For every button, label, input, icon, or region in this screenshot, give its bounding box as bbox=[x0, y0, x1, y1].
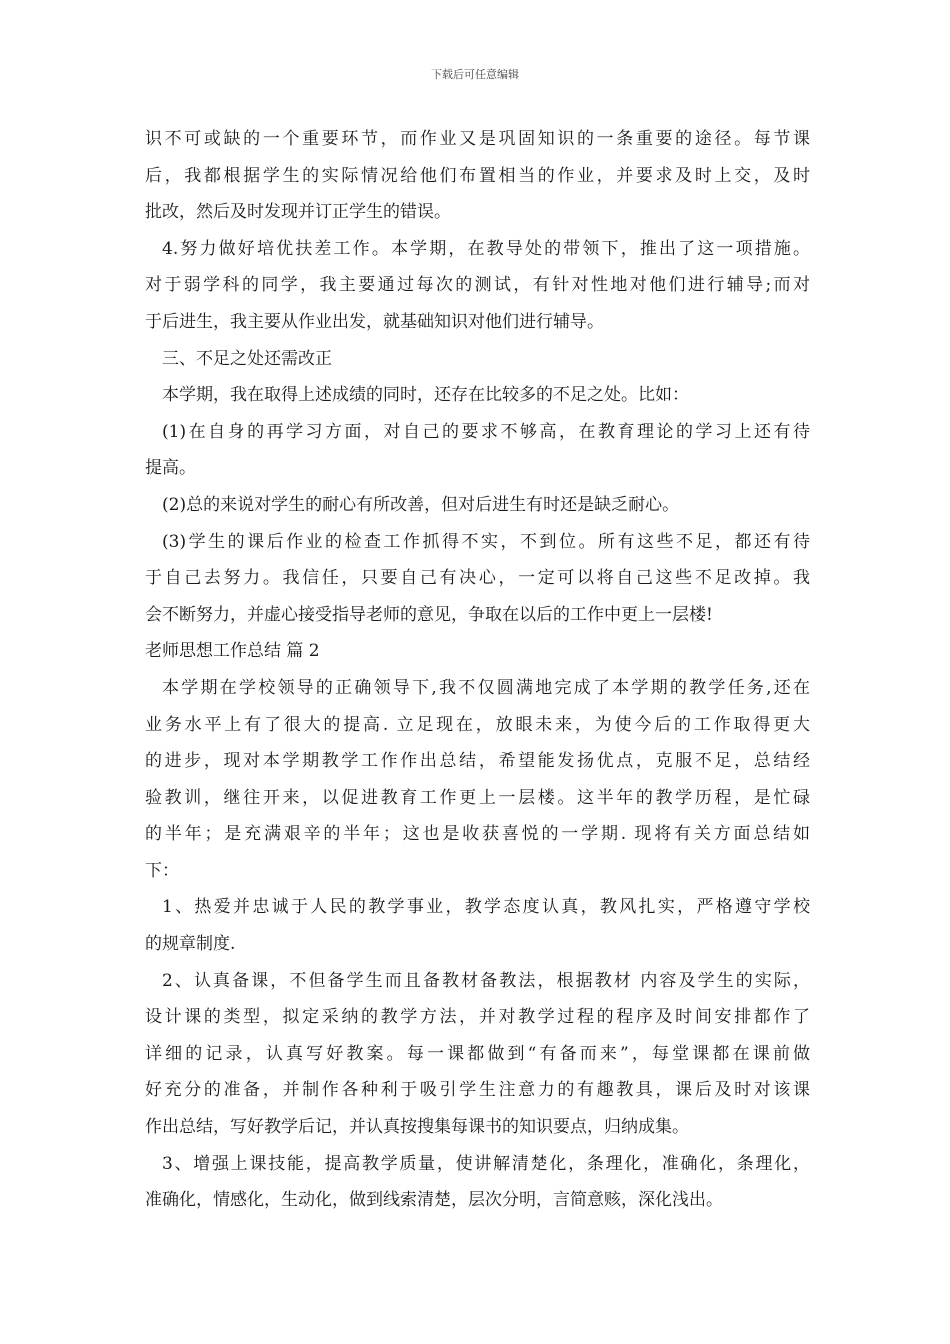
text-line: 2、认真备课，不但备学生而且备教材备教法，根据教材 内容及学生的实际， bbox=[162, 970, 810, 991]
text-line: 的半年；是充满艰辛的半年；这也是收获喜悦的一学期. 现将有关方面总结如 bbox=[145, 824, 810, 845]
text-line: 对于弱学科的同学，我主要通过每次的测试，有针对性地对他们进行辅导;而对 bbox=[145, 275, 810, 296]
text-line: 于后进生，我主要从作业出发，就基础知识对他们进行辅导。 bbox=[145, 311, 604, 332]
text-line: 准确化，情感化，生动化，做到线索清楚，层次分明，言简意赅，深化浅出。 bbox=[145, 1190, 723, 1211]
text-line: 的规章制度. bbox=[145, 934, 236, 955]
text-line: 业务水平上有了很大的提高. 立足现在，放眼未来，为使今后的工作取得更大 bbox=[145, 714, 810, 735]
text-line: 批改，然后及时发现并订正学生的错误。 bbox=[145, 202, 451, 223]
text-line: 的进步，现对本学期教学工作作出总结，希望能发扬优点，克服不足，总结经 bbox=[145, 751, 810, 772]
document-body bbox=[145, 121, 810, 1219]
text-line: 验教训，继往开来，以促进教育工作更上一层楼。这半年的教学历程，是忙碌 bbox=[145, 787, 810, 808]
text-line: 本学期，我在取得上述成绩的同时，还存在比较多的不足之处。比如： bbox=[162, 385, 689, 406]
page-header: 下载后可任意编辑 bbox=[431, 68, 519, 81]
text-line: (3)学生的课后作业的检查工作抓得不实，不到位。所有这些不足，都还有待 bbox=[162, 531, 810, 552]
text-line: 三、不足之处还需改正 bbox=[162, 348, 332, 369]
text-line: 详细的记录，认真写好教案。每一课都做到“有备而来”，每堂课都在课前做 bbox=[145, 1043, 810, 1064]
text-line: (1)在自身的再学习方面，对自己的要求不够高，在教育理论的学习上还有待 bbox=[162, 421, 810, 442]
text-line: 4.努力做好培优扶差工作。本学期，在教导处的带领下，推出了这一项措施。 bbox=[162, 238, 810, 259]
text-line: 识不可或缺的一个重要环节，而作业又是巩固知识的一条重要的途径。每节课 bbox=[145, 129, 810, 149]
text-line: 下： bbox=[145, 860, 179, 881]
text-line: 1、热爱并忠诚于人民的教学事业，教学态度认真，教风扎实，严格遵守学校 bbox=[162, 897, 810, 918]
text-line: 提高。 bbox=[145, 458, 196, 479]
text-line: 3、增强上课技能，提高教学质量，使讲解清楚化，条理化，准确化，条理化， bbox=[162, 1153, 810, 1174]
text-line: 会不断努力，并虚心接受指导老师的意见，争取在以后的工作中更上一层楼! bbox=[145, 604, 713, 625]
text-line: 后，我都根据学生的实际情况给他们布置相当的作业，并要求及时上交，及时 bbox=[145, 165, 810, 186]
text-line: 于自己去努力。我信任，只要自己有决心，一定可以将自己这些不足改掉。我 bbox=[145, 568, 810, 589]
text-line: 老师思想工作总结 篇 2 bbox=[145, 641, 320, 662]
text-line: 本学期在学校领导的正确领导下,我不仅圆满地完成了本学期的教学任务,还在 bbox=[162, 677, 810, 698]
text-line: 设计课的类型，拟定采纳的教学方法，并对教学过程的程序及时间安排都作了 bbox=[145, 1007, 810, 1028]
text-line: (2)总的来说对学生的耐心有所改善，但对后进生有时还是缺乏耐心。 bbox=[162, 494, 680, 515]
text-line: 作出总结，写好教学后记，并认真按搜集每课书的知识要点，归纳成集。 bbox=[145, 1117, 689, 1138]
text-line: 好充分的准备，并制作各种利于吸引学生注意力的有趣教具，课后及时对该课 bbox=[145, 1080, 810, 1101]
